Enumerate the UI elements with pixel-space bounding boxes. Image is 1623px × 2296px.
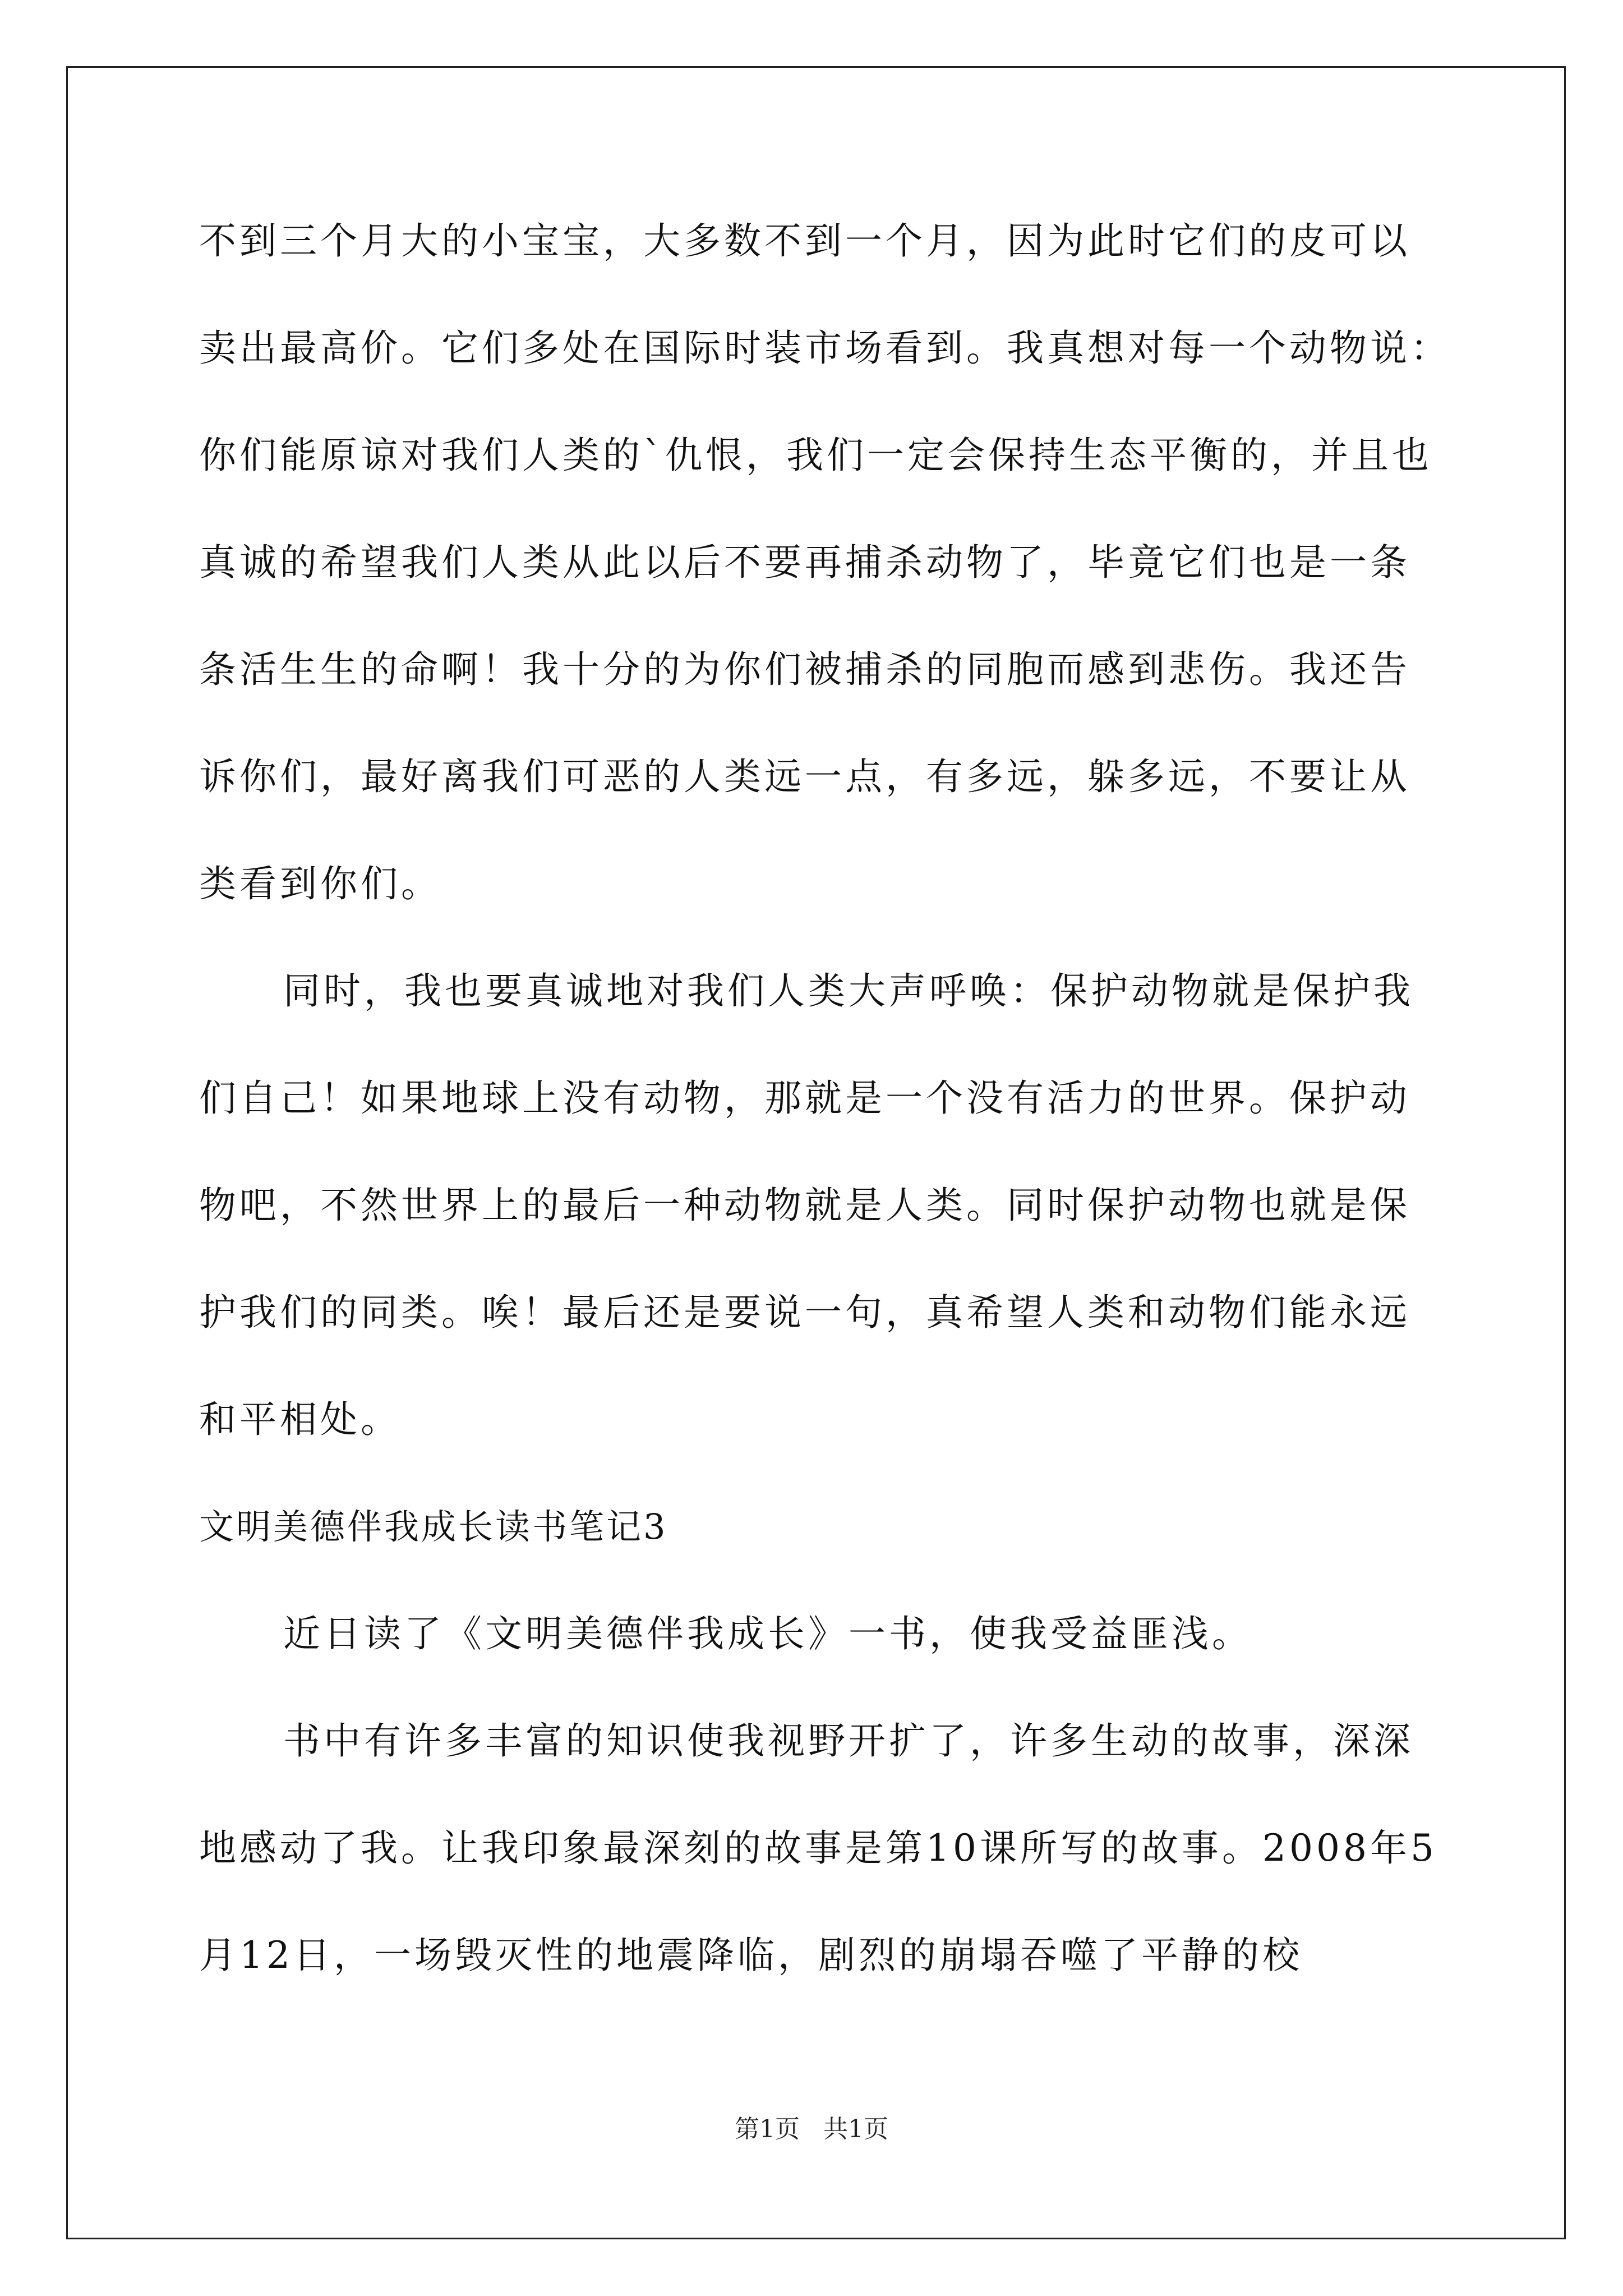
text-line: 月12日，一场毁灭性的地震降临，剧烈的崩塌吞噬了平静的校 — [199, 1934, 1303, 1977]
text-line: 卖出最高价。它们多处在国际时装市场看到。我真想对每一个动物说： — [199, 326, 1451, 370]
section-heading: 文明美德伴我成长读书笔记3 — [199, 1506, 668, 1547]
paragraph-first-line: 近日读了《文明美德伴我成长》一书，使我受益匪浅。 — [283, 1612, 1252, 1655]
text-line: 们自己！如果地球上没有动物，那就是一个没有活力的世界。保护动 — [199, 1076, 1410, 1120]
document-body — [199, 213, 1451, 2035]
text-line: 地感动了我。让我印象最深刻的故事是第10课所写的故事。2008年5 — [199, 1826, 1437, 1870]
text-line: 类看到你们。 — [199, 862, 441, 905]
text-line: 护我们的同类。唉！最后还是要说一句，真希望人类和动物们能永远 — [199, 1291, 1410, 1334]
page-number-footer: 第1页 共1页 — [735, 2115, 888, 2143]
text-line: 诉你们，最好离我们可恶的人类远一点，有多远，躲多远，不要让从 — [199, 755, 1410, 798]
text-line: 你们能原谅对我们人类的`仇恨，我们一定会保持生态平衡的，并且也 — [199, 434, 1432, 477]
text-line: 和平相处。 — [199, 1398, 401, 1441]
paragraph-first-line: 书中有许多丰富的知识使我视野开扩了，许多生动的故事，深深 — [283, 1719, 1414, 1763]
text-line: 条活生生的命啊！我十分的为你们被捕杀的同胞而感到悲伤。我还告 — [199, 648, 1410, 691]
text-line: 不到三个月大的小宝宝，大多数不到一个月，因为此时它们的皮可以 — [199, 219, 1410, 263]
paragraph-first-line: 同时，我也要真诚地对我们人类大声呼唤：保护动物就是保护我 — [283, 969, 1414, 1013]
text-line: 物吧，不然世界上的最后一种动物就是人类。同时保护动物也就是保 — [199, 1184, 1410, 1227]
text-line: 真诚的希望我们人类从此以后不要再捕杀动物了，毕竟它们也是一条 — [199, 541, 1410, 584]
